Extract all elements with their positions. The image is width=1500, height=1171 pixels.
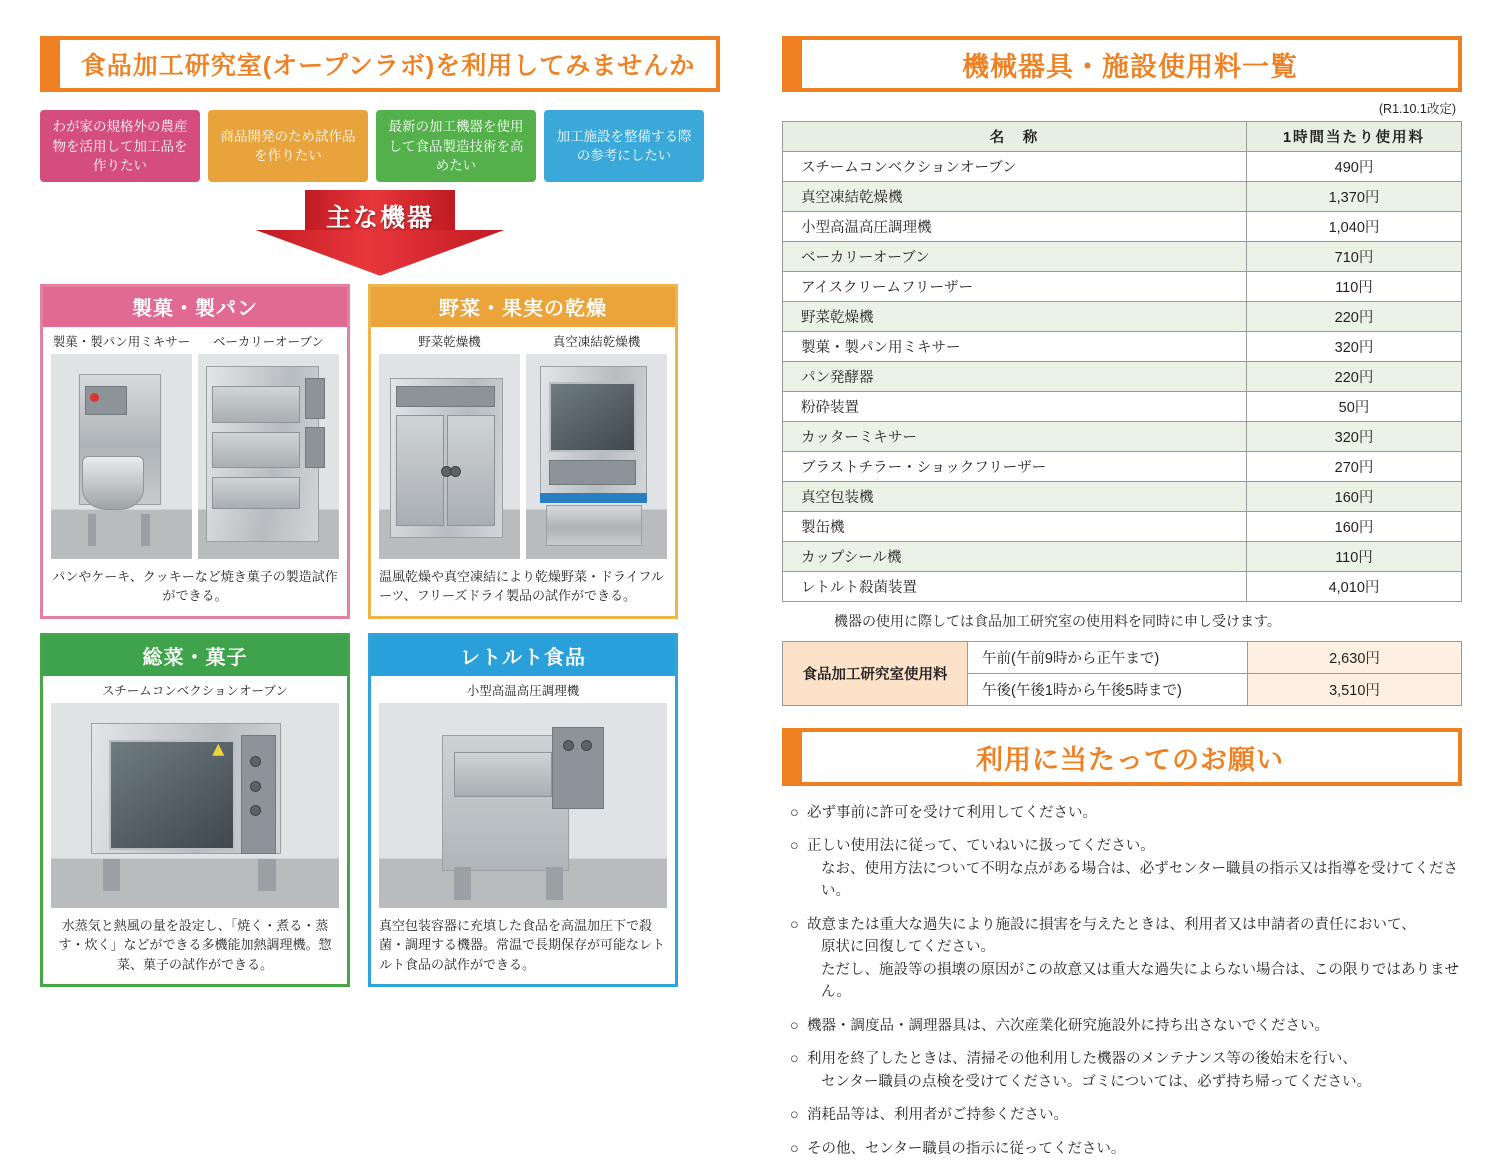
- equipment-price: 4,010円: [1247, 572, 1462, 602]
- request-text: [807, 1104, 1462, 1126]
- room-fee-row-header: 食品加工研究室使用料: [783, 642, 968, 706]
- fee-col-price: 1時間当たり使用料: [1247, 122, 1462, 152]
- photo-high-pressure-cooker: [379, 703, 667, 908]
- arrow-label: 主な機器: [325, 203, 434, 232]
- request-line: ただし、施設等の損壊の原因がこの故意又は重大な過失によらない場合は、この限りではありません。: [821, 961, 1459, 1001]
- room-fee-amount: 2,630円: [1248, 642, 1462, 674]
- equipment-card-grid: [40, 284, 720, 988]
- photo-steam-convection-oven: [51, 703, 339, 908]
- table-row: [783, 152, 1462, 182]
- equipment-name: 製缶機: [783, 512, 1247, 542]
- equipment-price: 220円: [1247, 362, 1462, 392]
- request-text: [807, 1138, 1462, 1160]
- card-photo-labels: [51, 335, 339, 350]
- card-prepared-dishes-sweets: [40, 633, 350, 988]
- card-photo-labels: [379, 684, 667, 699]
- benefit-pill-3: 最新の加工機器を使用して食品製造技術を高めたい: [376, 110, 536, 182]
- request-line: 故意または重大な過失により施設に損害を与えたときは、利用者又は申請者の責任において、: [807, 916, 1416, 933]
- photo-vegetable-dryer: [379, 354, 520, 559]
- card-description: 温風乾燥や真空凍結により乾燥野菜・ドライフルーツ、フリーズドライ製品の試作ができる。: [379, 568, 664, 604]
- mixer-photo-illustration: [51, 354, 192, 559]
- card-photo-labels: [379, 335, 667, 350]
- equipment-name: 製菓・製パン用ミキサー: [783, 332, 1247, 362]
- right-column: [782, 36, 1462, 1171]
- card-description: 真空包装容器に充填した食品を高温加圧下で殺菌・調理する機器。常温で長期保存が可能なレトルト食品の試作ができる。: [379, 917, 666, 972]
- card-photos: [379, 354, 667, 559]
- request-title-text: 利用に当たってのお願い: [976, 744, 1284, 775]
- arrow-section: [40, 190, 720, 282]
- equipment-price: 320円: [1247, 332, 1462, 362]
- revision-note: (R1.10.1改定): [1378, 102, 1456, 116]
- bullet-circle-icon: ○: [790, 1017, 799, 1034]
- room-time-slot: 午後(午後1時から午後5時まで): [968, 674, 1248, 706]
- equipment-name: カッターミキサー: [783, 422, 1247, 452]
- equipment-price: 1,370円: [1247, 182, 1462, 212]
- table-row: [783, 302, 1462, 332]
- bullet-circle-icon: ○: [790, 805, 799, 821]
- card-photos: [379, 703, 667, 908]
- request-text: [807, 1048, 1462, 1093]
- table-row: [783, 332, 1462, 362]
- equipment-name: 小型高温高圧調理機: [783, 212, 1247, 242]
- card-title: 総菜・菓子: [43, 636, 347, 676]
- arrow-head: [255, 230, 505, 276]
- steam-convection-oven-photo-illustration: [51, 703, 339, 908]
- equipment-name: レトルト殺菌装置: [783, 572, 1247, 602]
- equipment-price: 490円: [1247, 152, 1462, 182]
- table-row: [783, 542, 1462, 572]
- card-body: [43, 327, 347, 616]
- card-title: レトルト食品: [371, 636, 675, 676]
- room-fee-amount: 3,510円: [1248, 674, 1462, 706]
- bullet-circle-icon: ○: [790, 838, 799, 855]
- request-title-banner: [782, 728, 1462, 786]
- request-line: 正しい使用法に従って、ていねいに扱ってください。: [807, 838, 1155, 855]
- equipment-name: 真空凍結乾燥機: [783, 182, 1247, 212]
- left-title-banner: [40, 36, 720, 92]
- equipment-price: 50円: [1247, 392, 1462, 422]
- card-confectionery-bakery: [40, 284, 350, 619]
- table-row: [783, 572, 1462, 602]
- card-vegetable-fruit-drying: [368, 284, 678, 619]
- equipment-price: 160円: [1247, 512, 1462, 542]
- request-text: [807, 914, 1462, 1004]
- equipment-price: 220円: [1247, 302, 1462, 332]
- table-row: [783, 272, 1462, 302]
- table-row: [783, 392, 1462, 422]
- banner-accent-bar: [44, 40, 60, 88]
- fee-table: [782, 121, 1462, 602]
- equipment-price: 1,040円: [1247, 212, 1462, 242]
- request-text: [807, 1015, 1462, 1037]
- equipment-price: 110円: [1247, 272, 1462, 302]
- equipment-price: 270円: [1247, 452, 1462, 482]
- request-text: [807, 835, 1462, 902]
- table-row: [783, 362, 1462, 392]
- request-line: センター職員の点検を受けてください。ゴミについては、必ず持ち帰ってください。: [821, 1073, 1372, 1090]
- request-line: その他、センター職員の指示に従ってください。: [807, 1140, 1126, 1157]
- list-item: [790, 1138, 1462, 1160]
- bullet-circle-icon: ○: [790, 1140, 799, 1157]
- fee-note: 機器の使用に際しては食品加工研究室の使用料を同時に申し受けます。: [834, 613, 1281, 629]
- card-retort-food: [368, 633, 678, 988]
- request-line: 消耗品等は、利用者がご持参ください。: [807, 1107, 1068, 1124]
- fee-col-name: 名 称: [783, 122, 1247, 152]
- photo-label: スチームコンベクションオーブン: [102, 683, 288, 698]
- vegetable-dryer-photo-illustration: [379, 354, 520, 559]
- request-list: [782, 802, 1462, 1160]
- equipment-name: アイスクリームフリーザー: [783, 272, 1247, 302]
- card-title: 野菜・果実の乾燥: [371, 287, 675, 327]
- left-title-text: 食品加工研究室(オープンラボ)を利用してみませんか: [80, 52, 696, 80]
- equipment-price: 710円: [1247, 242, 1462, 272]
- list-item: [790, 802, 1462, 824]
- photo-bakery-oven: [198, 354, 339, 559]
- equipment-price: 110円: [1247, 542, 1462, 572]
- photo-mixer: [51, 354, 192, 559]
- table-row: [783, 482, 1462, 512]
- table-row: [783, 512, 1462, 542]
- banner-accent-bar: [786, 40, 802, 88]
- request-line: なお、使用方法について不明な点がある場合は、必ずセンター職員の指示又は指導を受けてください。: [821, 860, 1458, 900]
- equipment-name: ベーカリーオーブン: [783, 242, 1247, 272]
- bullet-circle-icon: ○: [790, 916, 799, 933]
- request-line: 機器・調度品・調理器具は、六次産業化研究施設外に持ち出さないでください。: [807, 1017, 1329, 1034]
- table-row: [783, 452, 1462, 482]
- equipment-name: スチームコンベクションオーブン: [783, 152, 1247, 182]
- photo-label: 真空凍結乾燥機: [552, 334, 641, 349]
- equipment-name: 粉砕装置: [783, 392, 1247, 422]
- table-row: [783, 422, 1462, 452]
- benefit-pill-4: 加工施設を整備する際の参考にしたい: [544, 110, 704, 182]
- equipment-price: 320円: [1247, 422, 1462, 452]
- banner-accent-bar: [786, 732, 802, 782]
- photo-label: 小型高温高圧調理機: [466, 683, 580, 698]
- card-title: 製菓・製パン: [43, 287, 347, 327]
- equipment-name: ブラストチラー・ショックフリーザー: [783, 452, 1247, 482]
- request-text: [807, 802, 1462, 824]
- table-row: [783, 642, 1462, 674]
- room-fee-table: [782, 641, 1462, 706]
- card-body: [371, 676, 675, 985]
- bullet-circle-icon: ○: [790, 1107, 799, 1124]
- down-arrow-icon: [255, 190, 505, 276]
- list-item: [790, 1048, 1462, 1093]
- request-line: 原状に回復してください。: [821, 939, 995, 956]
- fee-table-header-row: [783, 122, 1462, 152]
- table-row: [783, 212, 1462, 242]
- table-row: [783, 182, 1462, 212]
- request-line: 利用を終了したときは、清掃その他利用した機器のメンテナンス等の後始末を行い、: [807, 1051, 1357, 1068]
- room-time-slot: 午前(午前9時から正午まで): [968, 642, 1248, 674]
- card-body: [43, 676, 347, 985]
- photo-label: 野菜乾燥機: [418, 334, 481, 349]
- left-column: [40, 36, 720, 987]
- list-item: [790, 835, 1462, 902]
- list-item: [790, 914, 1462, 1004]
- high-pressure-cooker-photo-illustration: [379, 703, 667, 908]
- fee-title-text: 機械器具・施設使用料一覧: [962, 51, 1298, 82]
- bakery-oven-photo-illustration: [198, 354, 339, 559]
- equipment-name: 野菜乾燥機: [783, 302, 1247, 332]
- benefit-pill-2: 商品開発のため試作品を作りたい: [208, 110, 368, 182]
- list-item: [790, 1104, 1462, 1126]
- table-row: [783, 242, 1462, 272]
- equipment-name: 真空包装機: [783, 482, 1247, 512]
- list-item: [790, 1015, 1462, 1037]
- photo-freeze-dryer: [526, 354, 667, 559]
- equipment-price: 160円: [1247, 482, 1462, 512]
- card-body: [371, 327, 675, 616]
- card-description: 水蒸気と熱風の量を設定し、「焼く・煮る・蒸す・炊く」などができる多機能加熱調理機。惣菜、菓子の試作ができる。: [58, 917, 332, 972]
- card-photo-labels: [51, 684, 339, 699]
- freeze-dryer-photo-illustration: [526, 354, 667, 559]
- card-photos: [51, 354, 339, 559]
- fee-title-banner: [782, 36, 1462, 92]
- card-description: パンやケーキ、クッキーなど焼き菓子の製造試作ができる。: [52, 568, 338, 604]
- card-photos: [51, 703, 339, 908]
- bullet-circle-icon: ○: [790, 1051, 799, 1068]
- photo-label: 製菓・製パン用ミキサー: [52, 334, 191, 349]
- request-line: 必ず事前に許可を受けて利用してください。: [807, 805, 1097, 821]
- equipment-name: カップシール機: [783, 542, 1247, 572]
- benefit-pill-1: わが家の規格外の農産物を活用して加工品を作りたい: [40, 110, 200, 182]
- photo-label: ベーカリーオーブン: [213, 334, 324, 349]
- equipment-name: パン発酵器: [783, 362, 1247, 392]
- benefit-pill-list: [40, 110, 720, 182]
